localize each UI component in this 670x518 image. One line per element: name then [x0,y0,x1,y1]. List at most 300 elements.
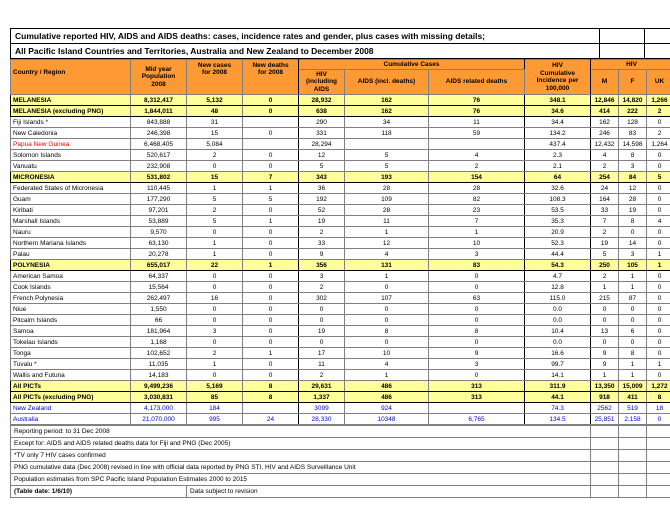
row-cell: 531,802 [131,172,187,183]
row-cell: 9,499,236 [131,381,187,392]
row-cell: 437.4 [525,139,591,150]
row-cell: 414 [591,106,619,117]
row-cell: 4 [647,216,670,227]
row-cell: 162 [345,95,429,106]
col-header-incidence-l3: Incidence per [536,77,579,85]
row-cell: 0 [243,161,299,172]
title-line-2: All Pacific Island Countries and Territories, Australia and New Zealand to December 2008 [11,44,600,59]
row-cell: 52 [299,205,345,216]
col-header-hiv-including-aids [299,70,345,95]
footnote-pad-1 [591,426,619,438]
row-cell: 0 [345,304,429,315]
row-cell: 2 [299,282,345,293]
table-header [11,60,670,95]
row-cell: 0 [591,337,619,348]
row-cell: 356 [299,260,345,271]
row-country-label: Samoa [11,326,131,337]
row-cell: 0 [647,348,670,359]
col-header-male: M [591,70,619,95]
row-cell: 0 [647,315,670,326]
title-pad-1 [600,29,645,44]
spreadsheet-sheet [10,28,668,498]
row-cell: 9 [591,348,619,359]
row-cell: 102,652 [131,348,187,359]
row-cell: 82 [429,194,525,205]
row-cell [429,139,525,150]
row-cell: 520,617 [131,150,187,161]
row-cell: 84 [619,172,647,183]
row-cell: 53.5 [525,205,591,216]
row-cell: 1 [647,249,670,260]
row-cell: 1,272 [647,381,670,392]
row-cell: 1 [619,282,647,293]
row-cell: 6,765 [429,414,525,425]
row-cell: 1 [243,216,299,227]
row-cell: 0 [429,337,525,348]
row-cell: 0 [243,315,299,326]
table-row [11,106,670,117]
row-cell: 1 [187,359,243,370]
row-cell: 0 [647,304,670,315]
row-cell: 0 [647,227,670,238]
row-cell: 9 [299,249,345,260]
row-cell: 246,398 [131,128,187,139]
row-cell: 2,158 [619,414,647,425]
row-cell: 52.3 [525,238,591,249]
row-cell: 0 [187,370,243,381]
row-cell: 5 [187,216,243,227]
table-row [11,139,670,150]
row-cell: 1 [619,359,647,370]
col-header-female: F [619,70,647,95]
row-cell: 12 [299,150,345,161]
footnote-pad-3 [647,474,670,486]
row-cell: 0 [187,337,243,348]
row-cell: 0 [647,194,670,205]
row-cell: 1 [345,271,429,282]
row-cell: 28 [345,205,429,216]
row-cell: 924 [345,403,429,414]
row-cell: 0 [345,282,429,293]
row-cell: 2 [187,150,243,161]
row-cell: 48 [187,106,243,117]
row-cell: 2 [429,161,525,172]
row-cell: 5,084 [187,139,243,150]
row-cell: 0 [243,282,299,293]
row-cell: 486 [345,392,429,403]
row-cell: 3 [429,249,525,260]
footnote-pad-1 [591,462,619,474]
row-cell: 19 [591,238,619,249]
row-cell: 4,173,000 [131,403,187,414]
row-cell: 13,350 [591,381,619,392]
table-row [11,205,670,216]
row-cell: 14,183 [131,370,187,381]
row-country-label: New Zealand [11,403,131,414]
table-row [11,370,670,381]
row-cell: 162 [591,117,619,128]
row-cell: 1,337 [299,392,345,403]
row-cell: 0 [243,95,299,106]
row-cell: 12,846 [591,95,619,106]
footnote-text: PNG cumulative data (Dec 2008) revised in line with official data reported by PNG STI, HIV and AIDS Surveillance Unit [11,462,591,474]
row-cell: 13 [591,326,619,337]
table-row [11,304,670,315]
row-cell: 118 [345,128,429,139]
row-cell: 486 [345,381,429,392]
row-cell: 162 [345,106,429,117]
footnote-pad-3 [647,462,670,474]
table-row [11,260,670,271]
row-country-label: Cook Islands [11,282,131,293]
row-cell: 28 [345,183,429,194]
row-cell: 24 [591,183,619,194]
row-country-label: Pitcairn Islands [11,315,131,326]
row-cell: 843,888 [131,117,187,128]
table-row [11,392,670,403]
row-cell: 0 [187,271,243,282]
row-cell: 34 [345,117,429,128]
row-country-label: Federated States of Micronesia [11,183,131,194]
row-cell: 0 [647,326,670,337]
row-cell: 313 [429,381,525,392]
title-row-1 [11,29,670,44]
row-cell: 0 [429,304,525,315]
row-cell: 5 [187,194,243,205]
row-cell [429,403,525,414]
row-cell: 0 [647,205,670,216]
footnote-pad-1 [591,486,619,498]
row-cell: 1,550 [131,304,187,315]
row-country-label: Guam [11,194,131,205]
row-cell: 32.6 [525,183,591,194]
footnote-row [11,486,670,498]
row-country-label: Marshall Islands [11,216,131,227]
row-cell: 76 [429,106,525,117]
footnotes-table [10,425,670,498]
row-cell: 4 [345,249,429,260]
row-cell: 0 [299,304,345,315]
row-cell: 0 [243,304,299,315]
row-cell: 1 [187,249,243,260]
table-row [11,183,670,194]
row-cell: 12 [619,183,647,194]
row-country-label: Niue [11,304,131,315]
footnote-pad-3 [647,450,670,462]
row-cell: 5 [299,161,345,172]
row-cell: 31 [187,117,243,128]
col-header-incidence-l1: HIV [552,62,563,70]
row-cell: 0 [299,337,345,348]
table-row [11,293,670,304]
row-cell: 64,337 [131,271,187,282]
row-cell: 5 [243,194,299,205]
row-cell: 25,851 [591,414,619,425]
row-cell: 4 [429,150,525,161]
col-header-country: Country / Region [11,60,131,95]
row-cell: 20,278 [131,249,187,260]
table-row [11,172,670,183]
row-cell: 9,570 [131,227,187,238]
row-cell: 0 [647,370,670,381]
footnote-pad-3 [647,486,670,498]
footnote-extra: Data subject to revision [187,486,591,498]
row-cell: 6 [619,326,647,337]
row-cell [243,139,299,150]
row-cell: 34.4 [525,117,591,128]
row-cell: 0 [243,249,299,260]
row-cell: 105 [619,260,647,271]
row-cell: 14,820 [619,95,647,106]
row-cell: 33 [591,205,619,216]
row-cell: 35.3 [525,216,591,227]
footnote-row [11,438,670,450]
row-cell: 3 [619,161,647,172]
row-cell: 6,468,405 [131,139,187,150]
row-cell: 19 [299,216,345,227]
table-row [11,216,670,227]
footnote-text: Except for: AIDS and AIDS related deaths data for Fiji and PNG (Dec 2005) [11,438,591,450]
row-cell: 0 [429,370,525,381]
table-row [11,271,670,282]
row-cell: 3 [619,249,647,260]
row-cell: 110,445 [131,183,187,194]
row-cell: 0 [187,315,243,326]
row-cell: 0 [243,370,299,381]
footnotes-body [11,426,670,498]
row-cell: 1 [619,370,647,381]
row-cell: 0 [243,106,299,117]
row-cell: 0 [647,150,670,161]
row-cell: 109 [345,194,429,205]
row-cell: 2 [591,227,619,238]
row-cell: 22 [187,260,243,271]
row-cell: 348.1 [525,95,591,106]
row-cell: 2 [647,128,670,139]
table-row [11,117,670,128]
row-cell: 5,132 [187,95,243,106]
row-cell: 1,844,011 [131,106,187,117]
row-country-label: MELANESIA (excluding PNG) [11,106,131,117]
row-cell: 343 [299,172,345,183]
table-row [11,326,670,337]
row-cell: 18 [647,403,670,414]
row-cell: 0 [647,414,670,425]
row-cell: 1 [243,260,299,271]
row-cell: 638 [299,106,345,117]
row-cell: 4 [591,150,619,161]
table-row [11,227,670,238]
footnote-row [11,426,670,438]
row-cell: 19 [299,326,345,337]
row-cell: 254 [591,172,619,183]
footnote-pad-2 [619,462,647,474]
row-country-label: All PICTs [11,381,131,392]
row-cell: 63 [429,293,525,304]
row-cell: 3 [299,271,345,282]
row-cell: 14,598 [619,139,647,150]
row-cell: 0 [345,315,429,326]
row-cell: 0 [345,337,429,348]
row-country-label: French Polynesia [11,293,131,304]
col-header-unknown: UK [647,70,670,95]
row-cell: 16.6 [525,348,591,359]
row-cell: 2 [187,348,243,359]
row-country-label: Papua New Guinea [11,139,131,150]
row-country-label: New Caledonia [11,128,131,139]
row-cell: 134.5 [525,414,591,425]
row-cell: 0 [619,227,647,238]
row-cell: 3 [429,359,525,370]
row-cell: 12 [345,238,429,249]
row-cell: 0 [243,337,299,348]
row-cell [345,139,429,150]
table-row [11,161,670,172]
row-cell: 12,432 [591,139,619,150]
row-cell: 164 [591,194,619,205]
col-header-incidence-l2: Cumulative [539,69,576,77]
row-country-label: Wallis and Futuna [11,370,131,381]
row-cell: 918 [591,392,619,403]
row-cell: 2 [591,271,619,282]
row-cell: 24 [243,414,299,425]
row-cell: 313 [429,392,525,403]
row-cell: 87 [619,293,647,304]
row-cell: 29,631 [299,381,345,392]
row-cell: 5,169 [187,381,243,392]
col-header-new-cases-l1: New cases [197,62,232,69]
col-header-hiv-l1: HIV [316,71,327,78]
row-cell: 28 [429,183,525,194]
row-cell: 1 [187,183,243,194]
row-cell: 3099 [299,403,345,414]
row-cell: 0 [429,271,525,282]
row-cell: 59 [429,128,525,139]
row-cell: 2 [591,161,619,172]
row-cell: 8 [429,326,525,337]
row-cell: 0 [187,304,243,315]
footnote-text: (Table date: 1/6/10) [11,486,187,498]
row-cell: 28 [619,194,647,205]
row-cell: 11 [299,359,345,370]
row-cell: 10 [345,348,429,359]
row-cell: 0 [619,315,647,326]
row-cell: 1 [243,183,299,194]
col-header-group-hiv-gender: HIV [591,60,670,70]
row-cell: 28,932 [299,95,345,106]
row-cell: 177,290 [131,194,187,205]
row-cell: 1 [345,370,429,381]
footnote-pad-2 [619,486,647,498]
row-cell: 1 [345,227,429,238]
col-header-aids-related-deaths: AIDS related deaths [429,70,525,95]
row-country-label: Australia [11,414,131,425]
row-cell: 0 [187,227,243,238]
row-cell: 34.6 [525,106,591,117]
row-cell: 215 [591,293,619,304]
footnote-text: *TV only 7 HIV cases confirmed [11,450,591,462]
row-cell: 0 [187,161,243,172]
row-cell: 15 [187,172,243,183]
table-row [11,238,670,249]
row-cell: 53,889 [131,216,187,227]
row-cell: 44.4 [525,249,591,260]
row-cell: 15 [187,128,243,139]
footnote-text: Reporting period: to 31 Dec 2008 [11,426,591,438]
row-cell: 107 [345,293,429,304]
row-cell: 0 [647,271,670,282]
row-cell: 1,266 [647,95,670,106]
col-header-new-deaths [243,60,299,95]
row-cell: 0 [647,238,670,249]
col-header-incidence-l4: 100,000 [545,84,570,92]
table-row [11,403,670,414]
row-cell: 7 [591,216,619,227]
footnote-pad-2 [619,426,647,438]
col-header-new-deaths-l2: for 2008 [258,69,283,77]
table-row [11,414,670,425]
hiv-aids-data-table [10,59,670,425]
table-row [11,150,670,161]
row-cell: 0 [243,359,299,370]
row-cell: 0 [243,271,299,282]
col-header-population-l3: 2008 [151,80,166,88]
row-cell: 411 [619,392,647,403]
row-cell: 0 [243,293,299,304]
row-cell: 9 [429,348,525,359]
row-cell: 181,964 [131,326,187,337]
row-cell: 2 [187,205,243,216]
row-cell: 0 [619,304,647,315]
footnote-row [11,450,670,462]
table-row [11,348,670,359]
row-country-label: American Samoa [11,271,131,282]
row-cell: 995 [187,414,243,425]
footnote-pad-3 [647,426,670,438]
title-pad-3 [600,44,645,59]
row-cell: 44.1 [525,392,591,403]
row-cell: 8 [647,392,670,403]
row-cell: 99.7 [525,359,591,370]
row-cell: 10348 [345,414,429,425]
row-cell: 11,035 [131,359,187,370]
row-cell [243,117,299,128]
table-row [11,194,670,205]
row-cell: 36 [299,183,345,194]
row-cell: 0 [299,315,345,326]
col-header-hiv-l2: (including [305,78,338,86]
row-cell: 7 [429,216,525,227]
row-cell: 1 [591,282,619,293]
footnote-row [11,462,670,474]
row-cell: 15,009 [619,381,647,392]
row-cell: 54.3 [525,260,591,271]
row-cell: 8 [243,392,299,403]
table-row [11,359,670,370]
row-country-label: Nauru [11,227,131,238]
row-country-label: Fiji Islands * [11,117,131,128]
row-cell: 97,201 [131,205,187,216]
title-line-1: Cumulative reported HIV, AIDS and AIDS deaths: cases, incidence rates and gender, plus cases with missing details; [11,29,600,44]
row-cell: 28,294 [299,139,345,150]
row-cell: 128 [619,117,647,128]
row-cell: 66 [131,315,187,326]
row-cell: 76 [429,95,525,106]
col-header-population-l2: Population [141,73,176,81]
footnote-pad-2 [619,450,647,462]
row-cell: 5 [345,150,429,161]
row-cell: 0 [647,282,670,293]
